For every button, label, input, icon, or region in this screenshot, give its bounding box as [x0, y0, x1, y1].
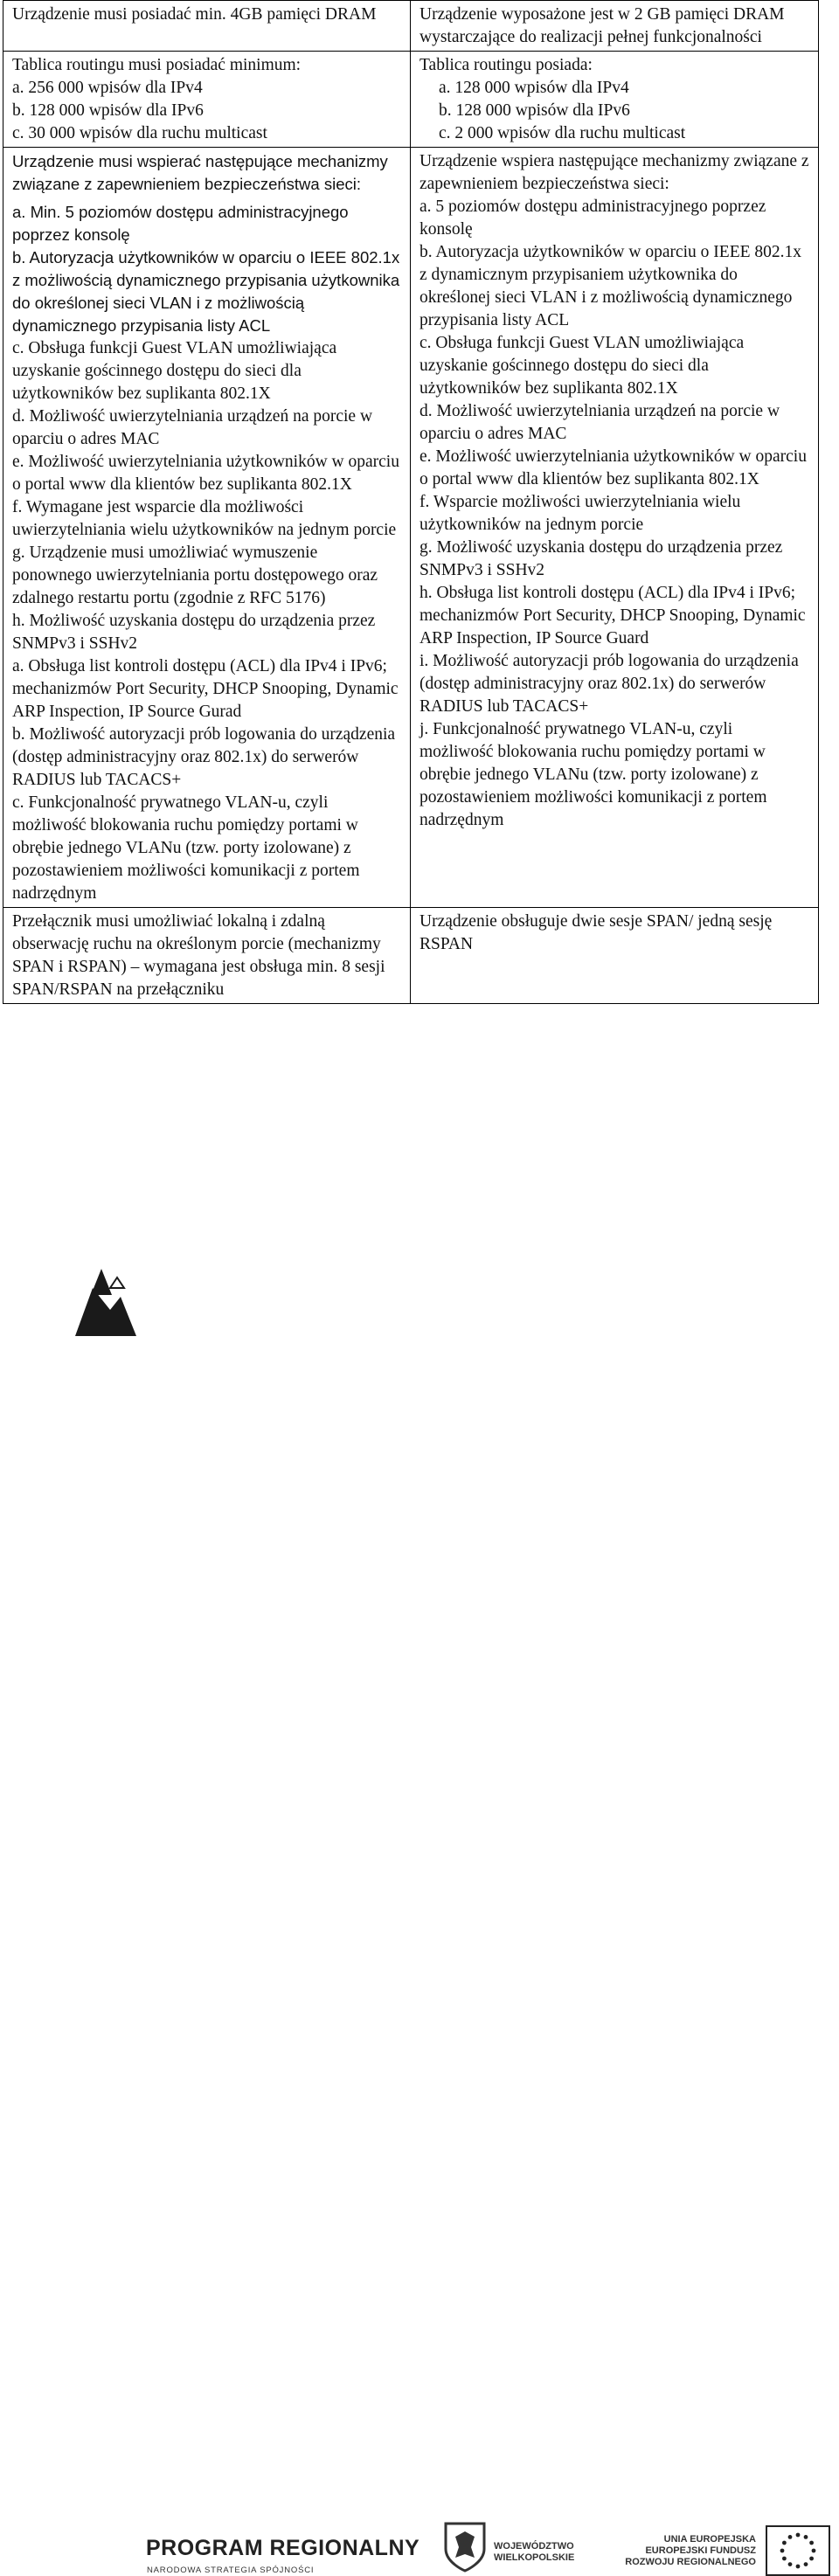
cell-paragraph: b. 128 000 wpisów dla IPv6 — [439, 101, 630, 120]
cell-paragraph: c. 2 000 wpisów dla ruchu multicast — [439, 124, 686, 142]
cell-paragraph: Urządzenie musi posiadać min. 4GB pamięci DRAM — [12, 5, 377, 24]
cell-paragraph: c. 30 000 wpisów dla ruchu multicast — [12, 124, 267, 142]
offer-cell — [411, 148, 819, 908]
specification-table-body — [3, 1, 819, 1004]
cell-paragraph: e. Możliwość uwierzytelniania użytkowników w oparciu o portal www dla klientów bez suplikanta 802.1X — [12, 453, 399, 494]
requirement-cell — [3, 908, 411, 1004]
eu-star-icon — [796, 2533, 801, 2538]
requirement-cell — [3, 1, 411, 52]
wielkopolskie-crest-icon — [443, 2521, 487, 2573]
cell-paragraph: i. Możliwość autoryzacji prób logowania do urządzenia (dostęp administracyjny oraz 802.1x) do serwerów RADIUS lub TACACS+ — [420, 652, 799, 716]
wielkopolskie-line1: WOJEWÓDZTWO — [494, 2541, 574, 2552]
cell-paragraph: g. Urządzenie musi umożliwiać wymuszenie ponownego uwierzytelniania portu dostępowego oraz zdalnego restartu portu (zgodnie z RFC 5176) — [12, 544, 378, 607]
cell-paragraph: c. Obsługa funkcji Guest VLAN umożliwiająca uzyskanie gościnnego dostępu do sieci dla użytkowników bez suplikanta 802.1X — [12, 339, 337, 403]
table-row — [3, 908, 819, 1004]
eu-star-icon — [804, 2562, 808, 2566]
program-regionalny-logo — [75, 1262, 390, 1340]
cell-paragraph: h. Możliwość uzyskania dostępu do urządzenia przez SNMPv3 i SSHv2 — [12, 612, 376, 653]
cell-paragraph: b. Możliwość autoryzacji prób logowania do urządzenia (dostęp administracyjny oraz 802.1x) do serwerów RADIUS lub TACACS+ — [12, 725, 396, 789]
offer-cell — [411, 52, 819, 148]
table-row — [3, 52, 819, 148]
cell-paragraph: f. Wsparcie możliwości uwierzytelniania wielu użytkowników na jednym porcie — [420, 493, 741, 534]
cell-paragraph: a. 256 000 wpisów dla IPv4 — [12, 79, 203, 97]
cell-paragraph: Przełącznik musi umożliwiać lokalną i zdalną obserwację ruchu na określonym porcie (mechanizmy SPAN i RSPAN) – wymagana jest obsługa min. 8 sesji SPAN/RSPAN na przełączniku — [12, 912, 385, 999]
cell-paragraph: f. Wymagane jest wsparcie dla możliwości uwierzytelniania wielu użytkowników na jednym porcie — [12, 498, 397, 539]
cell-paragraph: b. Autoryzacja użytkowników w oparciu o IEEE 802.1x z dynamicznym przypisaniem użytkownika do określonej sieci VLAN i z możliwością dynamicznego przypisania listy ACL — [420, 243, 802, 329]
eu-star-icon — [804, 2535, 808, 2539]
eu-line2: EUROPEJSKI FUNDUSZ — [645, 2545, 756, 2556]
cell-paragraph: b. Autoryzacja użytkowników w oparciu o IEEE 802.1x z możliwością dynamicznego przypisania użytkownika do określonej sieci VLAN i z możliwością dynamicznego przypisania listy ACL — [12, 248, 400, 335]
eu-flag-icon — [766, 2525, 830, 2576]
eu-star-icon — [809, 2541, 814, 2545]
eu-star-icon — [788, 2535, 793, 2539]
eu-star-icon — [788, 2562, 793, 2566]
eu-line1: UNIA EUROPEJSKA — [663, 2534, 756, 2545]
offer-cell — [411, 908, 819, 1004]
cell-paragraph: h. Obsługa list kontroli dostępu (ACL) dla IPv4 i IPv6; mechanizmów Port Security, DHCP Snooping, Dynamic ARP Inspection, IP Source Guard — [420, 584, 806, 647]
cell-paragraph: d. Możliwość uwierzytelniania urządzeń na porcie w oparciu o adres MAC — [420, 402, 780, 443]
eu-line3: ROZWOJU REGIONALNEGO — [625, 2557, 756, 2567]
eu-star-icon — [796, 2565, 801, 2569]
footer-logos — [0, 1241, 839, 2575]
cell-paragraph: Urządzenie obsługuje dwie sesje SPAN/ jedną sesję RSPAN — [420, 912, 773, 953]
cell-paragraph: j. Funkcjonalność prywatnego VLAN-u, czyli możliwość blokowania ruchu pomiędzy portami w obrębie jednego VLANu (tzw. porty izolowane) z pozostawieniem możliwości komunikacji z portem nadrzędnym — [420, 720, 767, 829]
eu-star-icon — [782, 2557, 787, 2561]
cell-paragraph: a. 5 poziomów dostępu administracyjnego poprzez konsolę — [420, 197, 766, 239]
wielkopolskie-label — [494, 2541, 574, 2564]
wielkopolskie-line2: WIELKOPOLSKIE — [494, 2552, 575, 2563]
eu-star-icon — [812, 2549, 816, 2553]
cell-paragraph: a. Min. 5 poziomów dostępu administracyjnego poprzez konsolę — [12, 203, 349, 244]
cell-paragraph: a. 128 000 wpisów dla IPv4 — [439, 79, 629, 97]
cell-paragraph: Tablica routingu posiada: — [420, 56, 593, 74]
cell-paragraph: a. Obsługa list kontroli dostępu (ACL) dla IPv4 i IPv6; mechanizmów Port Security, DHCP Snooping, Dynamic ARP Inspection, IP Source Gurad — [12, 657, 399, 721]
cell-paragraph: d. Możliwość uwierzytelniania urządzeń na porcie w oparciu o adres MAC — [12, 407, 373, 448]
requirement-cell — [3, 52, 411, 148]
cell-paragraph: Urządzenie wspiera następujące mechanizmy związane z zapewnieniem bezpieczeństwa sieci: — [420, 152, 809, 193]
offer-cell — [411, 1, 819, 52]
program-regionalny-title: PROGRAM REGIONALNY — [146, 2536, 420, 2560]
specification-table — [3, 0, 819, 1004]
eu-star-icon — [809, 2557, 814, 2561]
program-regionalny-subtitle: NARODOWA STRATEGIA SPÓJNOŚCI — [147, 2566, 315, 2575]
cell-paragraph: c. Obsługa funkcji Guest VLAN umożliwiająca uzyskanie gościnnego dostępu do sieci dla użytkowników bez suplikanta 802.1X — [420, 334, 745, 398]
cell-paragraph: Urządzenie wyposażone jest w 2 GB pamięci DRAM wystarczające do realizacji pełnej funkcjonalności — [420, 5, 785, 46]
cell-paragraph: Tablica routingu musi posiadać minimum: — [12, 56, 302, 74]
table-row — [3, 1, 819, 52]
table-row — [3, 148, 819, 908]
requirement-cell — [3, 148, 411, 908]
eu-label — [612, 2534, 756, 2568]
eu-star-icon — [780, 2549, 785, 2553]
eu-star-icon — [782, 2541, 787, 2545]
cell-paragraph: Urządzenie musi wspierać następujące mechanizmy związane z zapewnieniem bezpieczeństwa sieci: — [12, 152, 388, 193]
cell-paragraph: g. Możliwość uzyskania dostępu do urządzenia przez SNMPv3 i SSHv2 — [420, 538, 783, 579]
cell-paragraph: c. Funkcjonalność prywatnego VLAN-u, czyli możliwość blokowania ruchu pomiędzy portami w obrębie jednego VLANu (tzw. porty izolowane) z pozostawieniem możliwości komunikacji z portem nadrzędnym — [12, 793, 360, 903]
cell-paragraph: b. 128 000 wpisów dla IPv6 — [12, 101, 204, 120]
cell-paragraph: e. Możliwość uwierzytelniania użytkowników w oparciu o portal www dla klientów bez suplikanta 802.1X — [420, 447, 807, 488]
